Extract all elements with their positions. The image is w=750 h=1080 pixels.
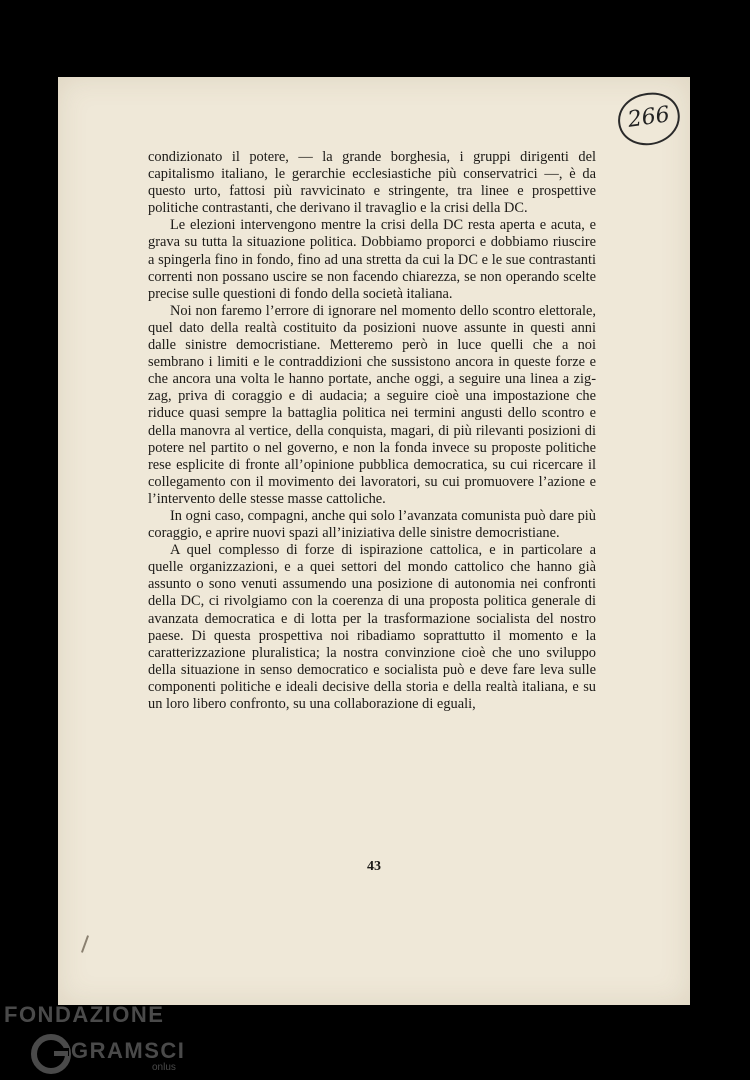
logo-line-1: FONDAZIONE [4, 1002, 165, 1027]
pencil-mark [81, 935, 89, 953]
paragraph-5: A quel complesso di forze di ispirazione cattolica, e in particolare a quelle organizzazioni, e a quei settori del mondo cattolico che hanno già assunto o sono venuti assumendo una posizione di autonomia nei confronti della DC, ci rivolgiamo con la coerenza di una proposta politica generale di avanzata democratica e di lotta per la trasformazione socialista del nostro paese. Di questa prospettiva noi ribadiamo soprattutto il momento e la caratterizzazione pluralistica; la nostra convinzione cioè che uno sviluppo della situazione in senso democratico e socialista può e deve fare leva sulle componenti politiche e ideali decisive della storia e della realtà italiana, e su un loro libero confronto, su una collaborazione di eguali, [148, 542, 596, 712]
fondazione-gramsci-logo [4, 998, 204, 1080]
paragraph-2: Le elezioni intervengono mentre la crisi della DC resta aperta e acuta, e grava su tutta la situazione politica. Dobbiamo proporci e dobbiamo riuscire a spingerla fino in fondo, fino ad una stretta da cui la DC e le sue contrastanti correnti non possano uscire se non facendo chiarezza, se non operando scelte precise sulle questioni di fondo della società italiana. [148, 217, 596, 302]
logo-line-2: GRAMSCI [71, 1038, 186, 1063]
paragraph-3: Noi non faremo l’errore di ignorare nel momento dello scontro elettorale, quel dato della realtà costituito da posizioni nuove assunte in questi anni dalle sinistre democristiane. Metteremo però in luce quelli che a noi sembrano i limiti e le contraddizioni che sussistono ancora in queste forze e che ancora una volta le hanno portate, anche oggi, a seguire una linea a zig-zag, priva di coraggio e di audacia; a seguire cioè una impostazione che riduce quasi sempre la battaglia politica nei termini angusti dello scontro e della manovra al vertice, della conquista, magari, di più rilevanti posizioni di potere nel partito o nel governo, e non la fonda invece su proposte politiche rese esplicite di fronte all’opinione pubblica democratica, su cui ricercare il collegamento con il movimento dei lavoratori, su cui promuovere l’azione e l’intervento delle stesse masse cattoliche. [148, 302, 596, 507]
document-page [58, 77, 690, 1005]
logo-suffix: onlus [152, 1062, 176, 1073]
page-number: 43 [367, 859, 381, 874]
archive-number-stamp: 266 [615, 89, 684, 149]
paragraph-4: In ogni caso, compagni, anche qui solo l’avanzata comunista può dare più coraggio, e aprire nuovi spazi all’iniziativa delle sinistre democristiane. [148, 507, 596, 542]
body-text [148, 149, 596, 713]
paragraph-1: condizionato il potere, — la grande borghesia, i gruppi dirigenti del capitalismo italiano, le gerarchie ecclesiastiche più conservatrici —, è da questo urto, fattosi più ravvicinato e stringente, tra linee e prospettive politiche contrastanti, che derivano il travaglio e la crisi della DC. [148, 149, 596, 217]
